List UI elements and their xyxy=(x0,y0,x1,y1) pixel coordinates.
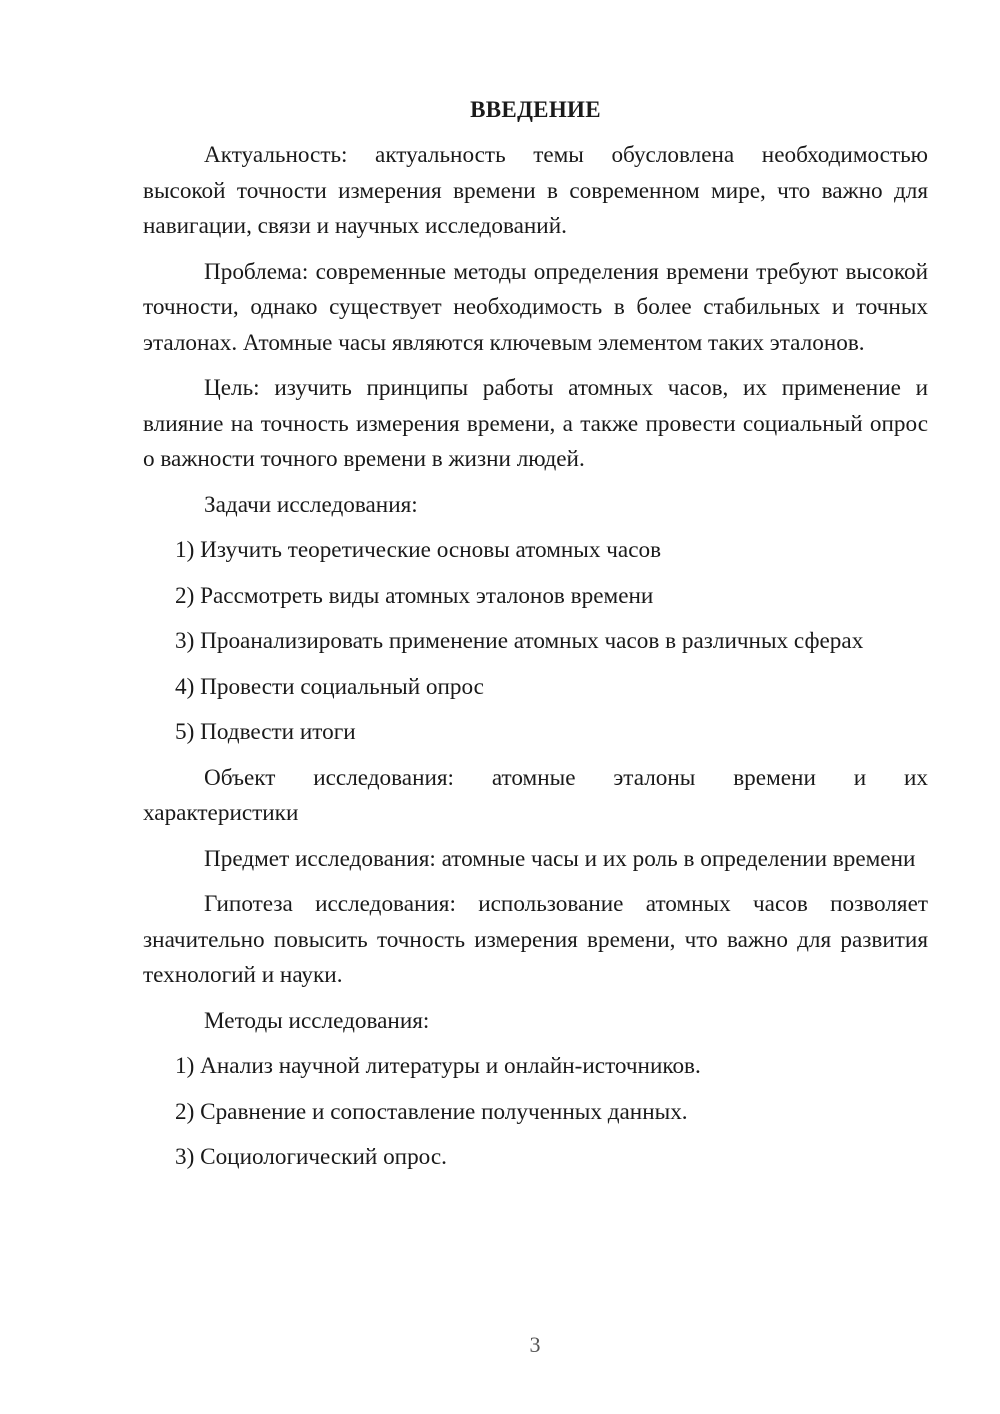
page-content xyxy=(143,92,928,1186)
tasks-heading: Задачи исследования: xyxy=(204,491,418,518)
section-title: ВВЕДЕНИЕ xyxy=(470,97,601,122)
list-item: 2) Рассмотреть виды атомных эталонов времени xyxy=(175,582,654,609)
relevance-paragraph: Актуальность: актуальность темы обусловлена необходимостью высокой точности измерения времени в современном мире, что важно для навигации, связи и научных исследований. xyxy=(143,142,928,239)
goal-paragraph: Цель: изучить принципы работы атомных часов, их применение и влияние на точность измерения времени, а также провести социальный опрос о важности точного времени в жизни людей. xyxy=(143,375,928,472)
list-item: 1) Анализ научной литературы и онлайн-источников. xyxy=(175,1053,701,1079)
list-item: 4) Провести социальный опрос xyxy=(175,673,484,700)
list-item: 3) Социологический опрос. xyxy=(175,1144,447,1170)
object-paragraph-line1: Объект исследования: атомные эталоны времени и их xyxy=(204,764,928,791)
methods-heading: Методы исследования: xyxy=(204,1007,430,1034)
object-paragraph-line2: характеристики xyxy=(143,800,299,826)
list-item: 5) Подвести итоги xyxy=(175,719,356,745)
methods-list xyxy=(143,1049,928,1176)
subject-paragraph: Предмет исследования: атомные часы и их роль в определении времени xyxy=(204,845,916,872)
list-item: 3) Проанализировать применение атомных часов в различных сферах xyxy=(175,628,864,654)
problem-paragraph: Проблема: современные методы определения времени требуют высокой точности, однако существует необходимость в более стабильных и точных эталонах. Атомные часы являются ключевым элементом таких эталонов. xyxy=(143,258,928,356)
list-item: 2) Сравнение и сопоставление полученных данных. xyxy=(175,1098,688,1125)
tasks-list xyxy=(143,533,928,751)
hypothesis-paragraph: Гипотеза исследования: использование атомных часов позволяет значительно повысить точность измерения времени, что важно для развития технологий и науки. xyxy=(143,891,928,988)
list-item: 1) Изучить теоретические основы атомных часов xyxy=(175,537,662,563)
page-number: 3 xyxy=(529,1332,541,1357)
